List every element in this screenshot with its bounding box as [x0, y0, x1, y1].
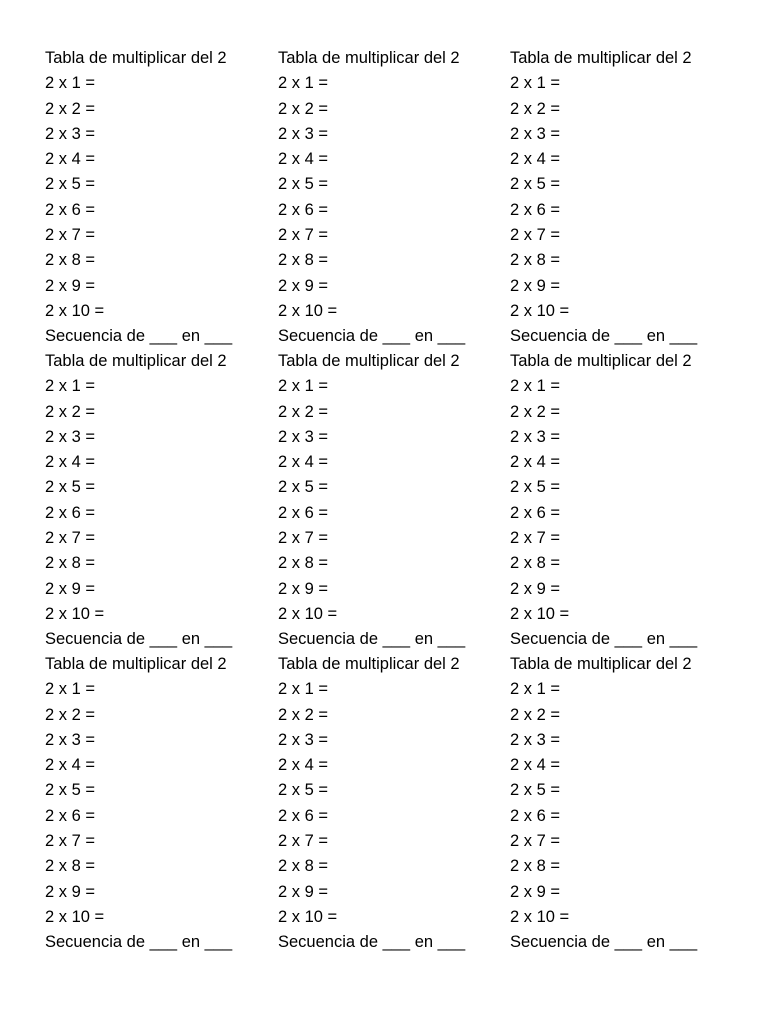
- equation-line: 2 x 5 =: [278, 781, 328, 800]
- equation-line: 2 x 8 =: [278, 554, 328, 573]
- equation-line: 2 x 9 =: [45, 579, 95, 598]
- equation-line: 2 x 6 =: [45, 806, 95, 825]
- equation-line: 2 x 8 =: [45, 554, 95, 573]
- block-title: Tabla de multiplicar del 2: [278, 655, 460, 673]
- equation-line: 2 x 4 =: [45, 756, 95, 775]
- multiplication-table-block: [45, 46, 277, 350]
- equation-line: 2 x 6 =: [510, 200, 560, 219]
- equation-line: 2 x 8 =: [278, 857, 328, 876]
- equation-line: 2 x 9 =: [45, 276, 95, 295]
- equation-line: 2 x 10 =: [45, 907, 105, 926]
- multiplication-table-block: [45, 652, 277, 956]
- multiplication-table-block: [278, 652, 510, 956]
- equation-line: 2 x 1 =: [510, 377, 560, 396]
- block-title: Tabla de multiplicar del 2: [510, 49, 692, 67]
- equation-line: 2 x 6 =: [45, 503, 95, 522]
- equation-line: 2 x 3 =: [510, 124, 560, 143]
- equation-line: 2 x 1 =: [510, 680, 560, 699]
- equation-line: 2 x 3 =: [45, 730, 95, 749]
- equation-line: 2 x 8 =: [45, 857, 95, 876]
- equation-line: 2 x 10 =: [278, 301, 338, 320]
- equation-line: 2 x 2 =: [510, 99, 560, 118]
- equation-line: 2 x 9 =: [510, 882, 560, 901]
- equation-line: 2 x 5 =: [45, 478, 95, 497]
- equation-line: 2 x 3 =: [510, 730, 560, 749]
- equation-line: 2 x 2 =: [45, 99, 95, 118]
- sequence-line: Secuencia de ___ en ___: [45, 933, 233, 952]
- equation-line: 2 x 6 =: [510, 503, 560, 522]
- equation-line: 2 x 9 =: [510, 276, 560, 295]
- equation-line: 2 x 3 =: [278, 124, 328, 143]
- equation-line: 2 x 10 =: [278, 907, 338, 926]
- equation-line: 2 x 8 =: [510, 251, 560, 270]
- multiplication-table-block: [510, 652, 742, 956]
- equation-line: 2 x 10 =: [510, 301, 570, 320]
- block-title: Tabla de multiplicar del 2: [510, 352, 692, 370]
- equation-line: 2 x 1 =: [45, 74, 95, 93]
- equation-line: 2 x 7 =: [278, 832, 328, 851]
- equation-line: 2 x 10 =: [45, 604, 105, 623]
- equation-line: 2 x 7 =: [45, 832, 95, 851]
- equation-line: 2 x 5 =: [45, 175, 95, 194]
- equation-line: 2 x 6 =: [45, 200, 95, 219]
- equation-line: 2 x 8 =: [45, 251, 95, 270]
- equation-line: 2 x 8 =: [278, 251, 328, 270]
- sequence-line: Secuencia de ___ en ___: [278, 630, 466, 649]
- equation-line: 2 x 4 =: [510, 756, 560, 775]
- equation-line: 2 x 7 =: [510, 226, 560, 245]
- equation-line: 2 x 9 =: [278, 579, 328, 598]
- equation-line: 2 x 1 =: [510, 74, 560, 93]
- equation-line: 2 x 1 =: [45, 680, 95, 699]
- equation-line: 2 x 4 =: [45, 453, 95, 472]
- equation-line: 2 x 7 =: [278, 529, 328, 548]
- equation-line: 2 x 10 =: [45, 301, 105, 320]
- equation-line: 2 x 2 =: [278, 99, 328, 118]
- equation-line: 2 x 5 =: [510, 781, 560, 800]
- equation-line: 2 x 4 =: [510, 453, 560, 472]
- equation-line: 2 x 3 =: [278, 730, 328, 749]
- sequence-line: Secuencia de ___ en ___: [278, 933, 466, 952]
- equation-line: 2 x 2 =: [510, 402, 560, 421]
- equation-line: 2 x 3 =: [45, 124, 95, 143]
- equation-line: 2 x 9 =: [45, 882, 95, 901]
- equation-line: 2 x 2 =: [45, 402, 95, 421]
- equation-line: 2 x 2 =: [45, 705, 95, 724]
- equation-line: 2 x 6 =: [278, 806, 328, 825]
- sequence-line: Secuencia de ___ en ___: [510, 630, 698, 649]
- sequence-line: Secuencia de ___ en ___: [45, 327, 233, 346]
- equation-line: 2 x 10 =: [278, 604, 338, 623]
- equation-line: 2 x 5 =: [510, 478, 560, 497]
- sequence-line: Secuencia de ___ en ___: [510, 327, 698, 346]
- equation-line: 2 x 7 =: [510, 529, 560, 548]
- equation-line: 2 x 1 =: [278, 74, 328, 93]
- equation-line: 2 x 1 =: [45, 377, 95, 396]
- equation-line: 2 x 5 =: [278, 478, 328, 497]
- equation-line: 2 x 4 =: [278, 453, 328, 472]
- block-title: Tabla de multiplicar del 2: [510, 655, 692, 673]
- equation-line: 2 x 7 =: [45, 226, 95, 245]
- block-title: Tabla de multiplicar del 2: [278, 352, 460, 370]
- equation-line: 2 x 9 =: [510, 579, 560, 598]
- equation-line: 2 x 4 =: [278, 150, 328, 169]
- equation-line: 2 x 4 =: [278, 756, 328, 775]
- multiplication-table-block: [510, 349, 742, 653]
- multiplication-table-block: [278, 349, 510, 653]
- equation-line: 2 x 4 =: [510, 150, 560, 169]
- multiplication-table-block: [510, 46, 742, 350]
- equation-line: 2 x 9 =: [278, 882, 328, 901]
- equation-line: 2 x 10 =: [510, 907, 570, 926]
- block-title: Tabla de multiplicar del 2: [45, 352, 227, 370]
- multiplication-table-block: [278, 46, 510, 350]
- equation-line: 2 x 7 =: [45, 529, 95, 548]
- equation-line: 2 x 1 =: [278, 377, 328, 396]
- equation-line: 2 x 2 =: [278, 705, 328, 724]
- equation-line: 2 x 6 =: [510, 806, 560, 825]
- equation-line: 2 x 3 =: [510, 427, 560, 446]
- equation-line: 2 x 2 =: [278, 402, 328, 421]
- equation-line: 2 x 2 =: [510, 705, 560, 724]
- multiplication-table-block: [45, 349, 277, 653]
- equation-line: 2 x 5 =: [45, 781, 95, 800]
- equation-line: 2 x 1 =: [278, 680, 328, 699]
- equation-line: 2 x 6 =: [278, 200, 328, 219]
- block-title: Tabla de multiplicar del 2: [278, 49, 460, 67]
- equation-line: 2 x 4 =: [45, 150, 95, 169]
- sequence-line: Secuencia de ___ en ___: [510, 933, 698, 952]
- equation-line: 2 x 5 =: [510, 175, 560, 194]
- block-title: Tabla de multiplicar del 2: [45, 655, 227, 673]
- equation-line: 2 x 9 =: [278, 276, 328, 295]
- equation-line: 2 x 3 =: [45, 427, 95, 446]
- equation-line: 2 x 6 =: [278, 503, 328, 522]
- block-title: Tabla de multiplicar del 2: [45, 49, 227, 67]
- equation-line: 2 x 8 =: [510, 554, 560, 573]
- sequence-line: Secuencia de ___ en ___: [278, 327, 466, 346]
- equation-line: 2 x 7 =: [278, 226, 328, 245]
- equation-line: 2 x 10 =: [510, 604, 570, 623]
- sequence-line: Secuencia de ___ en ___: [45, 630, 233, 649]
- equation-line: 2 x 3 =: [278, 427, 328, 446]
- equation-line: 2 x 7 =: [510, 832, 560, 851]
- equation-line: 2 x 5 =: [278, 175, 328, 194]
- equation-line: 2 x 8 =: [510, 857, 560, 876]
